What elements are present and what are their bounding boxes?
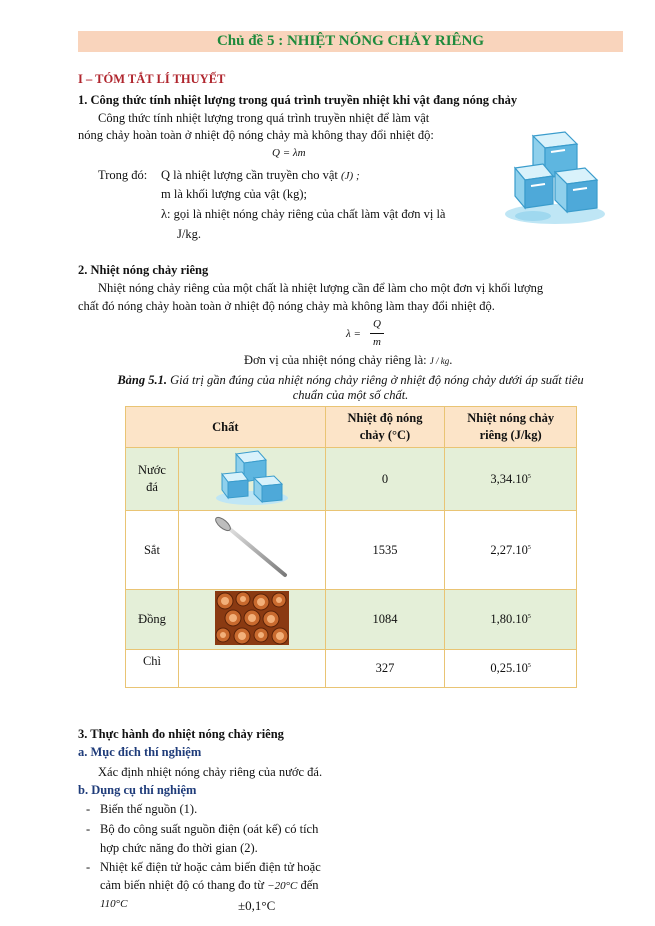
- substance-name: Đồng: [126, 590, 179, 650]
- lambda-lhs: λ =: [346, 328, 361, 340]
- dash-bullet: -: [86, 802, 91, 816]
- item2-text-line2: chất đó nóng chảy hoàn toàn ở nhiệt độ nóng chảy mà không làm thay đổi nhiệt độ.: [78, 299, 495, 313]
- table-row: [126, 448, 577, 511]
- equipment-text: Nhiệt kế điện tử hoặc cảm biến điện tử hoặc: [100, 860, 321, 874]
- melting-point: 1084: [325, 590, 445, 650]
- ice-image-cell: [178, 448, 325, 511]
- equipment-item-2-cont: hợp chức năng đo thời gian (2).: [100, 841, 258, 855]
- item1-text-line1: Công thức tính nhiệt lượng trong quá trình truyền nhiệt để làm vật: [98, 111, 430, 125]
- header-specific-heat: Nhiệt nóng chảy riêng (J/kg): [445, 407, 577, 448]
- caption-text-line2: chuẩn của một số chất.: [292, 388, 409, 402]
- nail-image-cell: [178, 511, 325, 590]
- table-caption: [78, 373, 623, 403]
- heat-exponent: 5: [527, 473, 531, 480]
- unit-text: Đơn vị của nhiệt nóng chảy riêng là:: [244, 353, 427, 367]
- specific-heat: [445, 590, 577, 650]
- item3-heading: 3. Thực hành đo nhiệt nóng chảy riêng: [78, 727, 284, 741]
- where-lambda-line1: λ: gọi là nhiệt nóng chảy riêng của chất làm vật đơn vị là: [161, 207, 446, 221]
- unit-value: J / kg: [429, 356, 450, 366]
- substance-name: Chì: [126, 650, 179, 688]
- dash-bullet: -: [86, 860, 91, 874]
- equipment-item-3: [86, 859, 321, 875]
- melting-point: 1535: [325, 511, 445, 590]
- item1-heading: 1. Công thức tính nhiệt lượng trong quá trình truyền nhiệt khi vật đang nóng chảy: [78, 93, 518, 107]
- fraction-bar: [370, 333, 384, 334]
- substance-name: Sắt: [126, 511, 179, 590]
- where-q-line: [161, 167, 360, 184]
- ice-cubes-image: [503, 128, 607, 226]
- table-row: [126, 590, 577, 650]
- where-q: Q là nhiệt lượng cần truyền cho vật: [161, 168, 338, 182]
- substance-name: Nước đá: [126, 448, 179, 511]
- item1-text-line2: nóng chảy hoàn toàn ở nhiệt độ nóng chảy mà không thay đổi nhiệt độ:: [78, 128, 434, 142]
- equipment-item-3-cont: [100, 877, 319, 894]
- where-q-unit: (J) ;: [341, 170, 360, 182]
- heat-formula: Q = λm: [272, 147, 306, 159]
- unit-line: [244, 352, 452, 369]
- heat-exponent: 5: [527, 663, 531, 669]
- equipment-heading: b. Dụng cụ thí nghiệm: [78, 783, 197, 797]
- ice-cubes-image: [214, 448, 290, 506]
- table-row: [126, 511, 577, 590]
- specific-heat: [445, 511, 577, 590]
- header-melting-point: Nhiệt độ nóng chảy (°C): [325, 407, 445, 448]
- nail-image: [211, 515, 293, 581]
- item2-text-line1: Nhiệt nóng chảy riêng của một chất là nhiệt lượng cần để làm cho một đơn vị khối lượng: [98, 281, 544, 295]
- lambda-denominator: m: [373, 336, 381, 348]
- melting-heat-table: [125, 406, 577, 688]
- where-m: m là khối lượng của vật (kg);: [161, 187, 307, 201]
- purpose-heading: a. Mục đích thí nghiệm: [78, 745, 202, 759]
- range-to-word: đến: [300, 878, 319, 892]
- where-lambda-line2: J/kg.: [177, 227, 201, 241]
- equipment-item-1: [86, 801, 197, 817]
- purpose-text: Xác định nhiệt nóng chảy riêng của nước đá.: [98, 765, 323, 779]
- heat-value: 0,25.10: [490, 661, 528, 675]
- empty-image-cell: [178, 650, 325, 688]
- equipment-text: cảm biến nhiệt độ có thang đo từ: [100, 878, 265, 892]
- topic-title: Chủ đề 5 : NHIỆT NÓNG CHẢY RIÊNG: [78, 31, 623, 52]
- heat-exponent: 5: [527, 614, 531, 620]
- heat-value: 1,80.10: [490, 612, 528, 626]
- precision: ±0,1°C: [238, 898, 276, 913]
- header-substance: Chất: [126, 407, 326, 448]
- equipment-item-2: [86, 821, 318, 837]
- lambda-formula: [346, 318, 406, 352]
- melting-point: 0: [325, 448, 445, 511]
- caption-label: Bảng 5.1.: [117, 373, 168, 387]
- range-from: −20°C: [267, 880, 298, 892]
- item2-heading: 2. Nhiệt nóng chảy riêng: [78, 263, 209, 277]
- caption-text-line1: Giá trị gần đúng của nhiệt nóng chảy riêng ở nhiệt độ nóng chảy dưới áp suất tiêu: [170, 373, 584, 387]
- heat-value: 2,27.10: [490, 542, 528, 557]
- equipment-text: Biến thế nguồn (1).: [100, 802, 198, 816]
- specific-heat: [445, 448, 577, 511]
- unit-end: .: [449, 353, 453, 367]
- dash-bullet: -: [86, 822, 91, 836]
- where-label: Trong đó:: [98, 168, 148, 182]
- melting-point: 327: [325, 650, 445, 688]
- copper-image-cell: [178, 590, 325, 650]
- equipment-text: Bộ đo công suất nguồn điện (oát kế) có tích: [100, 822, 319, 836]
- specific-heat: [445, 650, 577, 688]
- heat-value: 3,34.10: [490, 471, 528, 486]
- section-title: I – TÓM TẮT LÍ THUYẾT: [78, 72, 226, 86]
- copper-pipes-image: [215, 591, 289, 645]
- table-row: [126, 650, 577, 688]
- heat-exponent: 5: [527, 544, 531, 551]
- range-to: 110°C: [100, 898, 128, 910]
- lambda-numerator: Q: [373, 318, 381, 330]
